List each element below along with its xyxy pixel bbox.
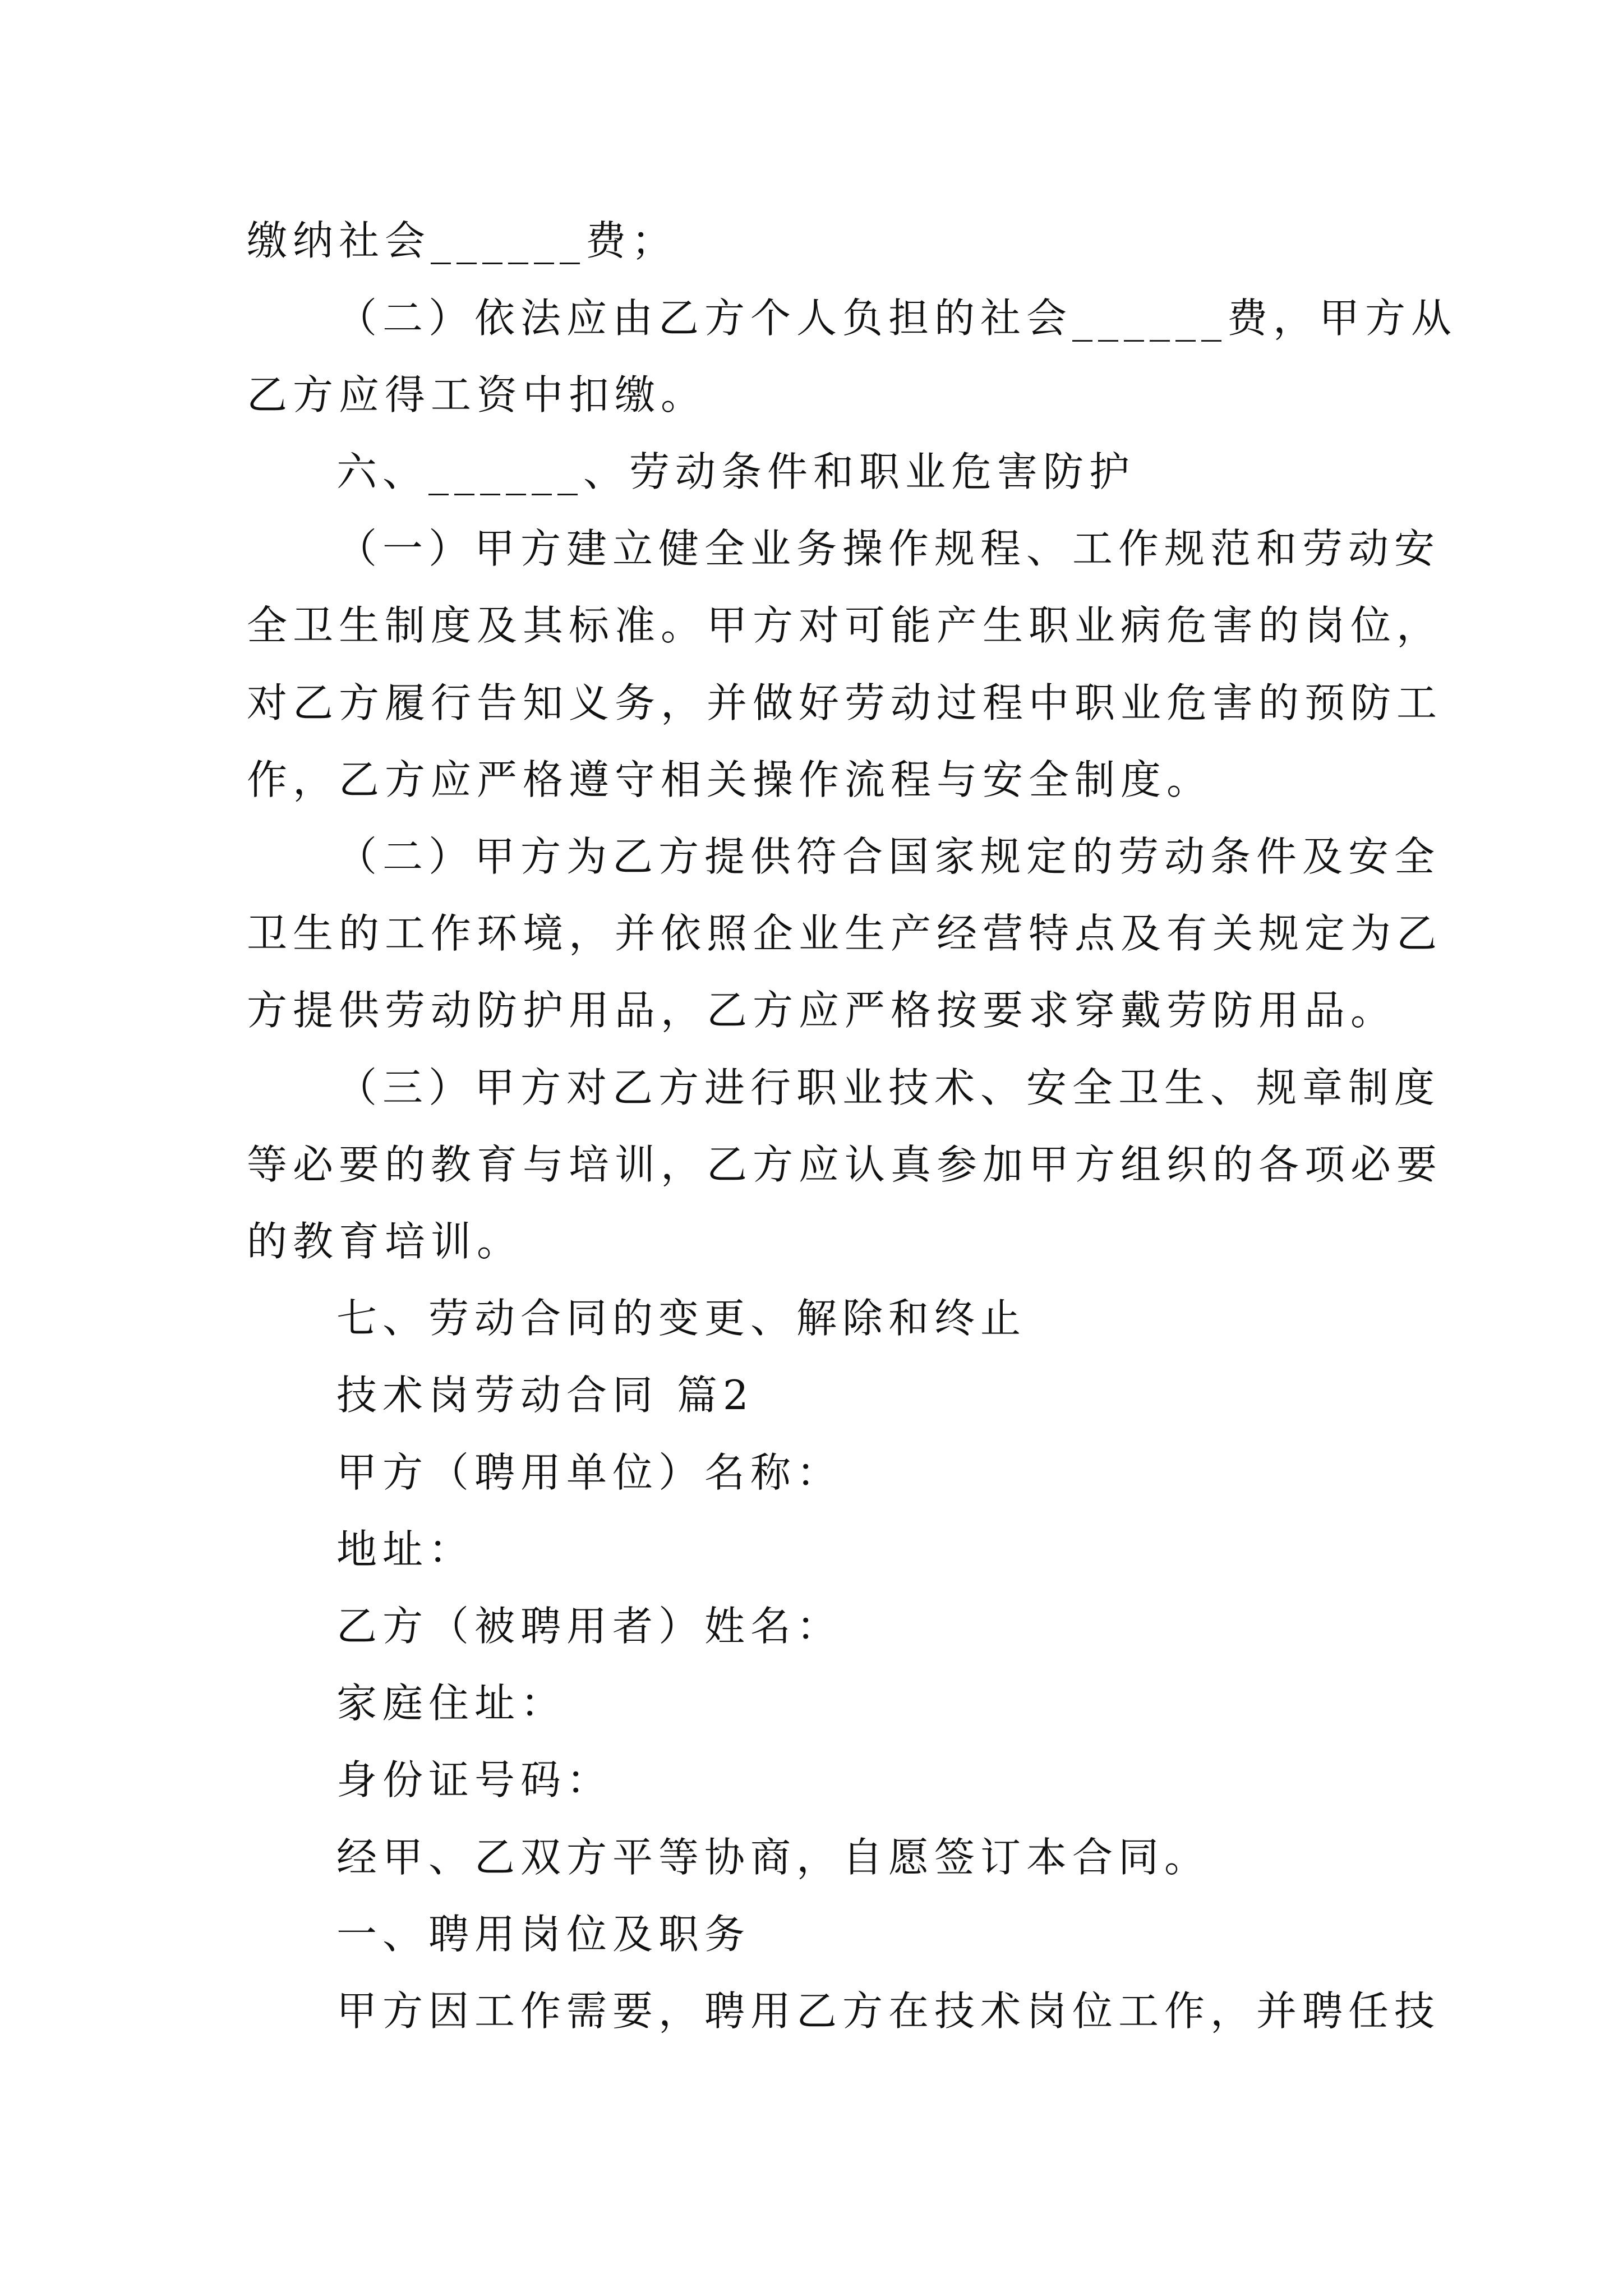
text-line: 等必要的教育与培训，乙方应认真参加甲方组织的各项必要 (247, 1141, 1443, 1188)
text-line: 全卫生制度及其标准。甲方对可能产生职业病危害的岗位， (247, 602, 1443, 649)
text-line: 卫生的工作环境，并依照企业生产经营特点及有关规定为乙 (247, 910, 1443, 957)
field-label: 地址： (336, 1526, 475, 1573)
text-line: 方提供劳动防护用品，乙方应严格按要求穿戴劳防用品。 (247, 987, 1397, 1034)
section-heading: 一、聘用岗位及职务 (336, 1911, 751, 1958)
text-line: 对乙方履行告知义务，并做好劳动过程中职业危害的预防工 (247, 679, 1443, 726)
section-heading: 七、劳动合同的变更、解除和终止 (336, 1295, 1027, 1342)
field-label: 甲方（聘用单位）名称： (336, 1449, 843, 1496)
section-heading: 六、______、劳动条件和职业危害防护 (336, 448, 1136, 495)
text-line: 甲方因工作需要，聘用乙方在技术岗位工作，并聘任技 (336, 1987, 1441, 2035)
text-line: 作，乙方应严格遵守相关操作流程与安全制度。 (247, 756, 1213, 803)
text-line: 乙方应得工资中扣缴。 (247, 371, 707, 418)
text-line: 经甲、乙双方平等协商，自愿签订本合同。 (336, 1834, 1211, 1881)
text-line: 缴纳社会______费； (247, 217, 678, 264)
field-label: 乙方（被聘用者）姓名： (336, 1603, 843, 1650)
text-line: （二）依法应由乙方个人负担的社会______费，甲方从 (336, 295, 1458, 342)
contract-title: 技术岗劳动合同 篇2 (336, 1372, 754, 1419)
field-label: 家庭住址： (336, 1680, 567, 1727)
text-line: （三）甲方对乙方进行职业技术、安全卫生、规章制度 (336, 1064, 1441, 1111)
text-line: （一）甲方建立健全业务操作规程、工作规范和劳动安 (336, 525, 1441, 572)
text-line: 的教育培训。 (247, 1218, 523, 1265)
field-label: 身份证号码： (336, 1756, 613, 1803)
text-line: （二）甲方为乙方提供符合国家规定的劳动条件及安全 (336, 833, 1441, 880)
